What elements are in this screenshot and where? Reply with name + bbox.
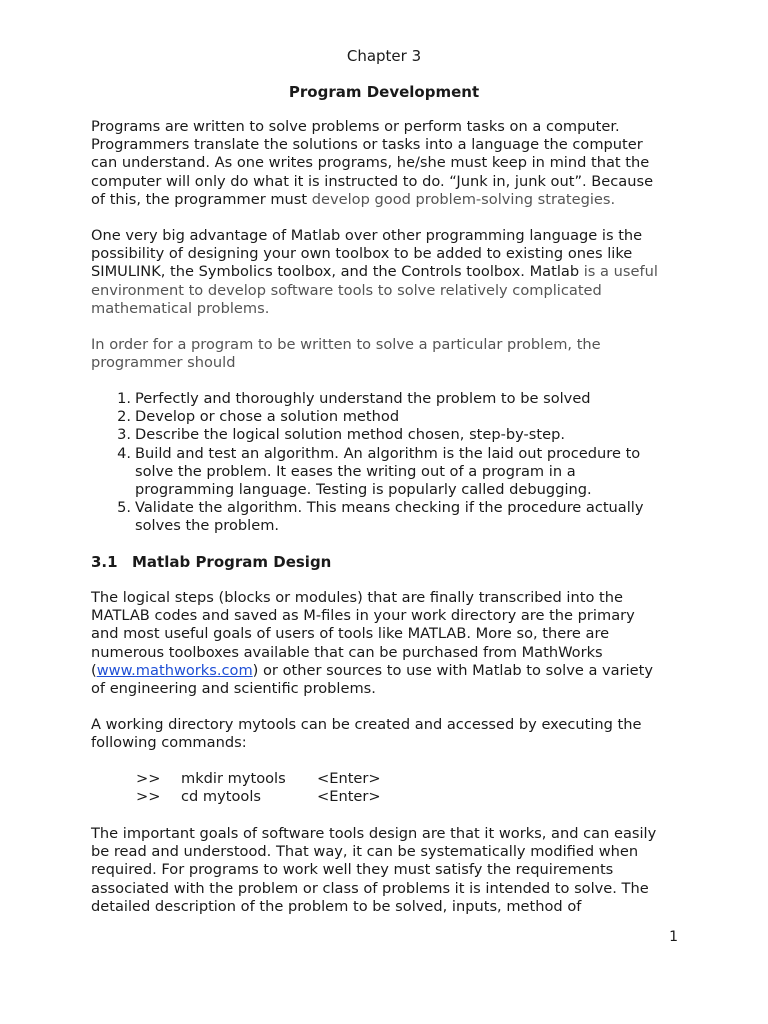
list-item-text: programming language. Testing is popularly called debugging.	[135, 481, 592, 499]
list-number: 3.	[117, 426, 131, 444]
paragraph-line: Programs are written to solve problems or perform tasks on a computer.	[91, 118, 620, 135]
paragraph-intro	[91, 118, 691, 209]
paragraph-line: The important goals of software tools design are that it works, and can easily	[91, 825, 657, 842]
section-heading	[91, 552, 331, 572]
text-span: SIMULINK, the Symbolics toolbox, and the Controls toolbox. Matlab	[91, 263, 584, 281]
paragraph-matlab-advantage	[91, 227, 691, 318]
paragraph-line: numerous toolboxes available that can be purchased from MathWorks	[91, 643, 603, 661]
page-title: Program Development	[288, 83, 480, 101]
list-item-text: Perfectly and thoroughly understand the problem to be solved	[135, 390, 591, 407]
paragraph-line: and most useful goals of users of tools like MATLAB. More so, there are	[91, 625, 610, 643]
list-item	[91, 426, 691, 444]
list-number: 2.	[117, 408, 131, 426]
paragraph-line: associated with the problem or class of problems it is intended to solve. The	[91, 879, 649, 897]
command-key: <Enter>	[317, 788, 381, 806]
mathworks-link[interactable]: www.mathworks.com	[96, 661, 253, 679]
list-item-text: solve the problem. It eases the writing out of a program in a	[135, 462, 576, 480]
paragraph-line	[91, 662, 691, 680]
text-span: is a useful	[583, 263, 658, 281]
paragraph-line: computer will only do what it is instructed to do. “Junk in, junk out”. Because	[91, 172, 654, 190]
list-item	[91, 499, 691, 535]
list-number: 5.	[117, 499, 131, 517]
paragraph-line: One very big advantage of Matlab over other programming language is the	[91, 227, 643, 244]
paragraph-programmer-should	[91, 336, 691, 372]
paragraph-program-design	[91, 589, 691, 698]
section-number: 3.1	[91, 553, 118, 571]
paragraph-line: detailed description of the problem to be solved, inputs, method of	[91, 897, 582, 915]
steps-list	[91, 390, 691, 536]
list-item	[91, 445, 691, 500]
list-item-text: Validate the algorithm. This means checking if the procedure actually	[135, 499, 644, 517]
paragraph-line: MATLAB codes and saved as M-files in your work directory are the primary	[91, 607, 635, 625]
list-item-text: solves the problem.	[135, 517, 280, 535]
text-span: develop good problem-solving strategies.	[311, 190, 616, 208]
paragraph-line: be read and understood. That way, it can be systematically modified when	[91, 843, 639, 861]
paragraph-line: required. For programs to work well they must satisfy the requirements	[91, 861, 614, 879]
paragraph-line: Programmers translate the solutions or tasks into a language the computer	[91, 136, 643, 154]
list-item	[91, 390, 691, 408]
list-number: 4.	[117, 444, 131, 462]
paragraph-line: In order for a program to be written to solve a particular problem, the	[91, 336, 601, 353]
paragraph-line: can understand. As one writes programs, he/she must keep in mind that the	[91, 154, 650, 172]
text-span: (	[91, 661, 97, 679]
command-prompt: >>	[136, 770, 161, 787]
paragraph-working-directory	[91, 716, 691, 752]
text-span: of this, the programmer must	[91, 190, 312, 208]
command-text: cd mytools	[181, 788, 262, 806]
command-text: mkdir mytools	[181, 770, 286, 787]
list-item-text: Build and test an algorithm. An algorithm is the laid out procedure to	[135, 444, 641, 462]
paragraph-line: A working directory mytools can be created and accessed by executing the	[91, 716, 642, 733]
paragraph-line	[91, 191, 691, 209]
paragraph-design-goals	[91, 825, 691, 916]
chapter-label: Chapter 3	[346, 47, 422, 65]
paragraph-line: possibility of designing your own toolbox to be added to existing ones like	[91, 245, 633, 263]
list-item-text: Describe the logical solution method chosen, step-by-step.	[135, 426, 566, 444]
paragraph-line: following commands:	[91, 734, 247, 752]
paragraph-line: environment to develop software tools to solve relatively complicated	[91, 281, 602, 299]
command-prompt: >>	[136, 788, 161, 806]
section-title: Matlab Program Design	[132, 553, 332, 571]
text-span: ) or other sources to use with Matlab to solve a variety	[252, 661, 653, 679]
list-number: 1.	[117, 390, 131, 407]
list-item	[91, 408, 691, 426]
paragraph-line: The logical steps (blocks or modules) that are finally transcribed into the	[91, 589, 623, 606]
paragraph-line: of engineering and scientific problems.	[91, 680, 376, 698]
paragraph-line: mathematical problems.	[91, 299, 270, 317]
command-key: <Enter>	[317, 770, 381, 787]
list-item-text: Develop or chose a solution method	[135, 408, 400, 426]
paragraph-line	[91, 263, 691, 281]
paragraph-line: programmer should	[91, 354, 236, 372]
page-number: 1	[669, 929, 678, 945]
